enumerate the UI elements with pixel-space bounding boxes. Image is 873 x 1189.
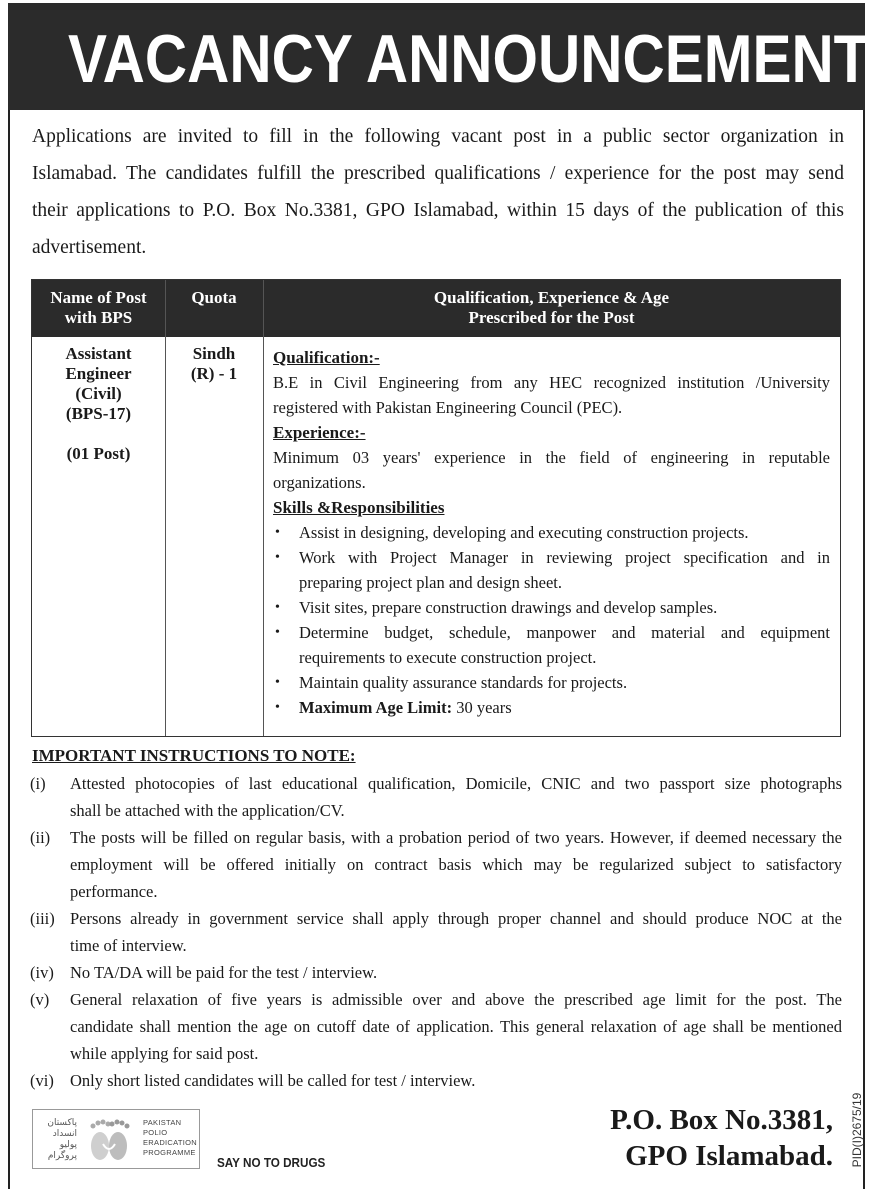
- qualification-heading: Qualification:-: [273, 348, 380, 367]
- intro-paragraph: [32, 118, 844, 266]
- age-limit-label: Maximum Age Limit:: [299, 698, 453, 717]
- header-post: Name of Post with BPS: [50, 288, 147, 327]
- post-count: (01 Post): [66, 444, 131, 463]
- logo-urdu-text: پاکستان انسداد پولیو پروگرام: [47, 1118, 77, 1161]
- pid-number: PID(I)2675/19: [850, 1092, 864, 1168]
- list-item: (v) General relaxation of five years is admissible over and above the prescribed age limit for the post. The candidate shall mention the age on cutoff date of application. This general relaxation of age shall be mentioned while applying for said post.: [30, 990, 842, 1063]
- list-item: [273, 695, 830, 720]
- logo-english-text: PAKISTAN POLIO ERADICATION PROGRAMME: [143, 1118, 197, 1157]
- list-item: (vi) Only short listed candidates will be called for test / interview.: [30, 1071, 476, 1090]
- footprints-icon: [83, 1116, 135, 1164]
- intro-line: Applications are invited to fill in the following vacant post in a public sector organization in: [32, 126, 844, 147]
- table-header: [32, 280, 840, 337]
- slogan: SAY NO TO DRUGS: [217, 1155, 326, 1170]
- list-item: • Assist in designing, developing and executing construction projects.: [273, 520, 830, 545]
- instructions-title: IMPORTANT INSTRUCTIONS TO NOTE:: [32, 746, 356, 765]
- banner: [8, 0, 870, 110]
- intro-line: advertisement.: [32, 237, 147, 258]
- list-item: (ii) The posts will be filled on regular basis, with a probation period of two years. However, if deemed necessary the employment will be offered initially on contract basis which may be regularized subject to satisfactory performance.: [30, 828, 842, 901]
- post-name-cell: Assistant Engineer (Civil) (BPS-17) (01 Post): [32, 344, 165, 464]
- list-item: • Maintain quality assurance standards for projects.: [273, 670, 830, 695]
- instructions-list: [30, 770, 842, 1094]
- qualification-cell: Qualification:- B.E in Civil Engineering from any HEC recognized institution /University registered with Pakistan Engineering Council (PEC). Experience:- Minimum 03 years' experience in the field of engineering in reputable organizations. Skills &Responsibilities • Assist in designing, developing and executing construction projects. • Work with Project Manager in reviewing project specification and in preparing project plan and design sheet. • Visit sites, prepare construction drawings and develop samples. • Determine budget, schedule, manpower and material and equipment requirements to execute construction project. • Maintain quality assurance standards for projects. • Maximum Age Limit: 30 years: [273, 345, 830, 720]
- quota-cell: Sindh (R) - 1: [190, 344, 238, 383]
- vacancy-table: [31, 279, 841, 737]
- list-item: • Work with Project Manager in reviewing project specification and in preparing project plan and design sheet.: [273, 545, 830, 595]
- list-item: • Determine budget, schedule, manpower and material and equipment requirements to execute construction project.: [273, 620, 830, 670]
- intro-line: their applications to P.O. Box No.3381, GPO Islamabad, within 15 days of the publication of this: [32, 200, 844, 221]
- postal-address: P.O. Box No.3381, GPO Islamabad.: [610, 1104, 833, 1172]
- list-item: (iv) No TA/DA will be paid for the test / interview.: [30, 963, 378, 982]
- skills-list: [273, 520, 830, 720]
- skills-heading: Skills &Responsibilities: [273, 498, 445, 517]
- experience-heading: Experience:-: [273, 423, 366, 442]
- age-limit-value: 30 years: [452, 698, 512, 717]
- page-title: VACANCY ANNOUNCEMENT: [67, 21, 870, 97]
- column-divider: [263, 280, 264, 736]
- intro-line: Islamabad. The candidates fulfill the prescribed qualifications / experience for the post may send: [32, 163, 844, 184]
- list-item: • Visit sites, prepare construction drawings and develop samples.: [273, 595, 830, 620]
- polio-programme-logo: [32, 1109, 200, 1169]
- header-quota: Quota: [191, 288, 237, 307]
- list-item: (i) Attested photocopies of last educational qualification, Domicile, CNIC and two passport size photographs shall be attached with the application/CV.: [30, 774, 842, 820]
- header-qualification: Qualification, Experience & Age Prescribed for the Post: [433, 288, 670, 327]
- list-item: (iii) Persons already in government service shall apply through proper channel and should produce NOC at the time of interview.: [30, 909, 842, 955]
